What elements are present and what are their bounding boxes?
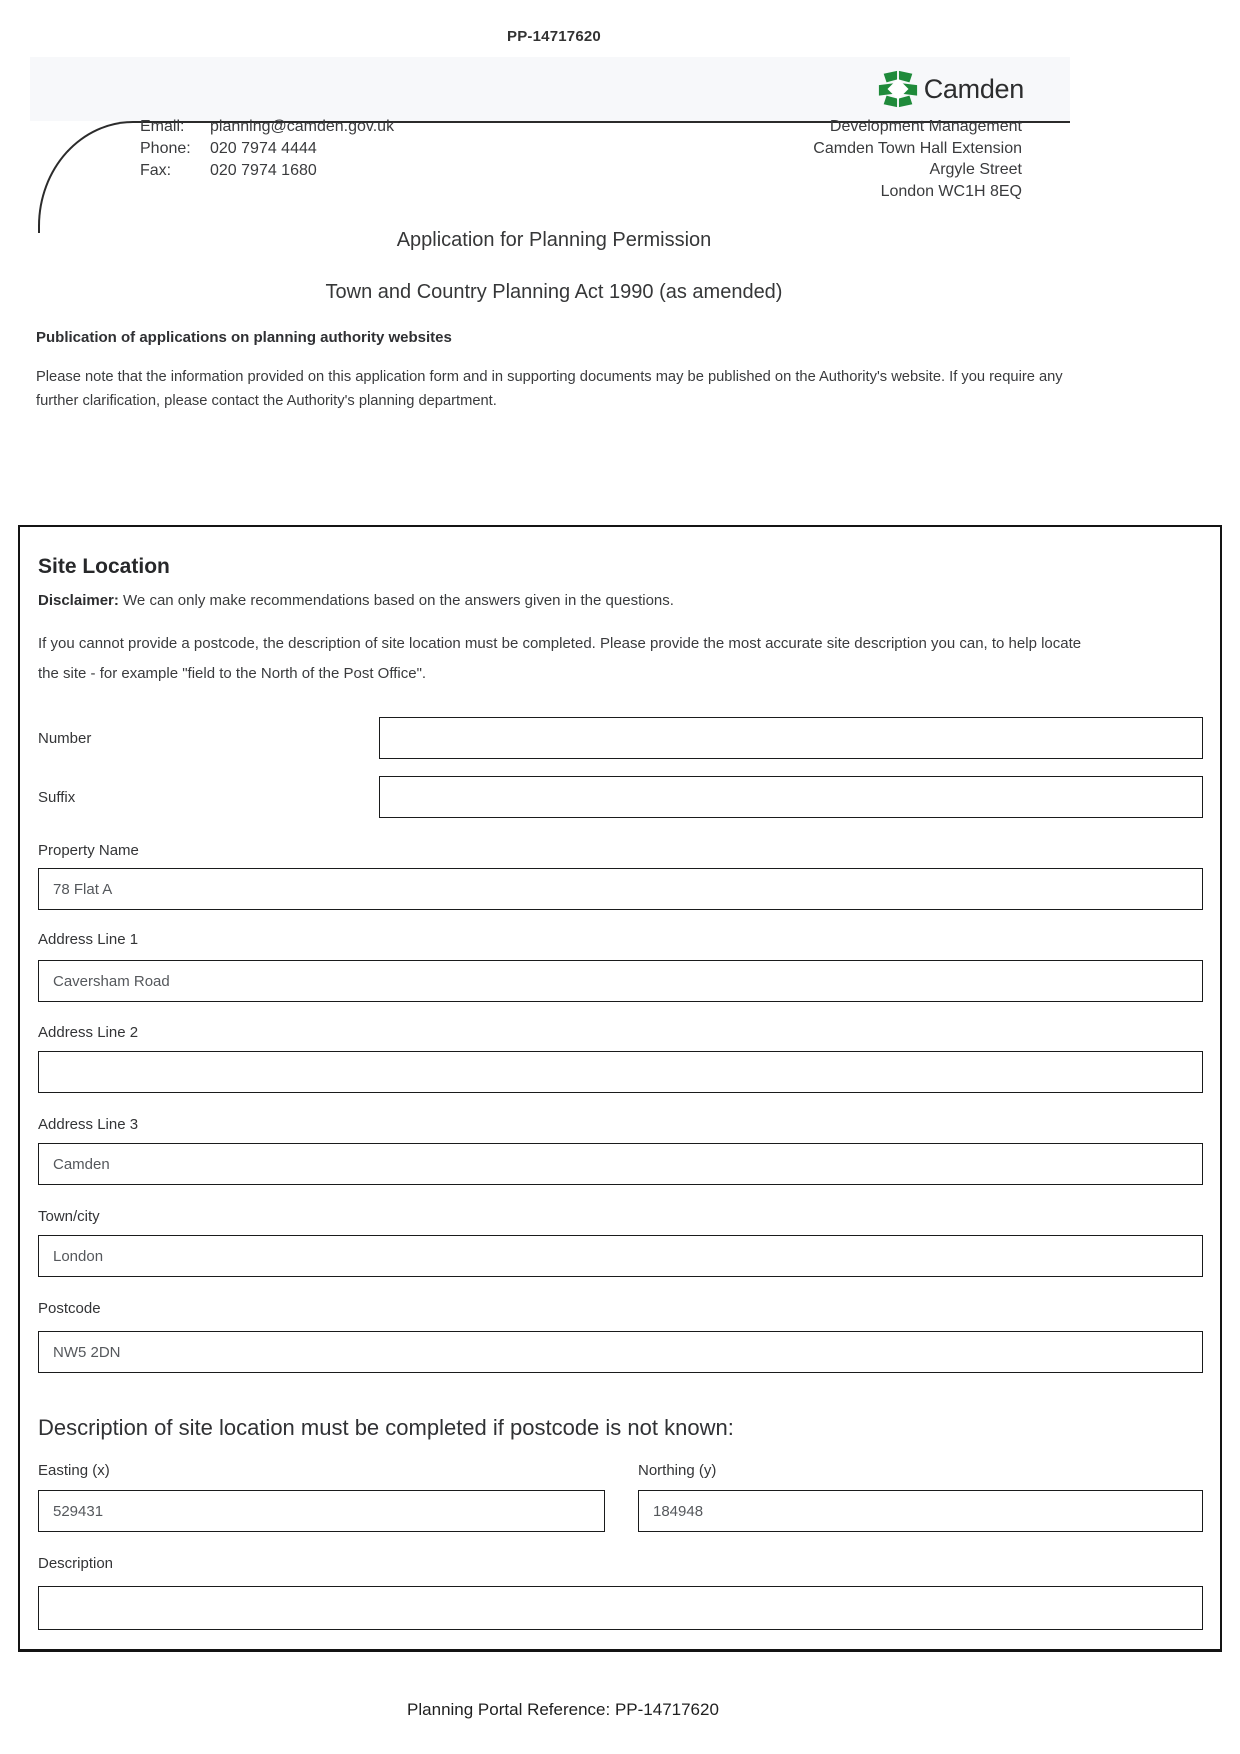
site-location-section xyxy=(18,525,1222,1652)
form-title: Application for Planning Permission xyxy=(396,229,712,251)
town-city-label: Town/city xyxy=(38,1208,100,1225)
suffix-input[interactable] xyxy=(379,776,1203,818)
easting-northing-inputs xyxy=(38,1490,1203,1532)
disclaimer-label: Disclaimer: xyxy=(38,592,119,609)
form-subtitle-act: Town and Country Planning Act 1990 (as amended) xyxy=(325,281,783,303)
town-city-input[interactable] xyxy=(38,1235,1203,1277)
contact-phone-row xyxy=(140,138,394,160)
address-line: Development Management xyxy=(829,118,1022,135)
phone-label: Phone: xyxy=(140,140,191,157)
planning-portal-reference: Planning Portal Reference: PP-14717620 xyxy=(407,1700,719,1719)
field-description xyxy=(38,1555,1203,1630)
easting-label: Easting (x) xyxy=(38,1462,110,1479)
header-band xyxy=(30,57,1070,121)
number-label: Number xyxy=(38,729,92,747)
email-value: planning@camden.gov.uk xyxy=(210,118,395,135)
field-property-name xyxy=(38,842,1203,910)
authority-address-block xyxy=(600,116,1022,202)
address-line-2-label: Address Line 2 xyxy=(38,1024,139,1041)
address-line-1-input[interactable] xyxy=(38,960,1203,1002)
postcode-label: Postcode xyxy=(38,1300,101,1317)
site-location-heading: Site Location xyxy=(38,555,170,578)
email-label: Email: xyxy=(140,118,185,135)
address-line: Argyle Street xyxy=(929,161,1022,178)
address-line: Camden Town Hall Extension xyxy=(813,139,1022,157)
northing-label: Northing (y) xyxy=(638,1462,717,1479)
postcode-input[interactable] xyxy=(38,1331,1203,1373)
field-postcode xyxy=(38,1300,1203,1373)
field-town-city xyxy=(38,1208,1203,1277)
contact-fax-row xyxy=(140,160,394,182)
field-address-line-3 xyxy=(38,1116,1203,1185)
suffix-label: Suffix xyxy=(38,788,76,806)
property-name-label: Property Name xyxy=(38,842,139,859)
camden-logo xyxy=(875,68,1024,110)
easting-input[interactable] xyxy=(38,1490,605,1532)
description-label: Description xyxy=(38,1555,114,1572)
application-reference: PP-14717620 xyxy=(507,28,601,45)
site-location-intro: If you cannot provide a postcode, the description of site location must be completed. Please provide the most accurate site description you can, to help locate the site - for example "field to the North of the Post Office". xyxy=(38,635,1082,682)
publication-heading: Publication of applications on planning authority websites xyxy=(36,329,452,346)
description-requirement-heading: Description of site location must be completed if postcode is not known: xyxy=(38,1415,734,1440)
camden-logo-text: Camden xyxy=(923,73,1024,104)
field-address-line-1 xyxy=(38,931,1203,1002)
address-line: London WC1H 8EQ xyxy=(880,182,1022,200)
easting-northing-labels xyxy=(38,1462,1203,1479)
address-line-2-input[interactable] xyxy=(38,1051,1203,1093)
disclaimer-body: We can only make recommendations based on the answers given in the questions. xyxy=(123,592,674,609)
contact-email-row xyxy=(140,116,394,138)
property-name-input[interactable] xyxy=(38,868,1203,910)
phone-value: 020 7974 4444 xyxy=(210,140,317,157)
address-line-3-label: Address Line 3 xyxy=(38,1116,139,1133)
northing-input[interactable] xyxy=(638,1490,1203,1532)
fax-value: 020 7974 1680 xyxy=(210,162,317,179)
field-row-suffix xyxy=(38,776,1203,818)
camden-council-emblem-icon xyxy=(875,68,921,110)
description-input[interactable] xyxy=(38,1586,1203,1630)
fax-label: Fax: xyxy=(140,162,172,179)
field-address-line-2 xyxy=(38,1024,1203,1093)
publication-body: Please note that the information provided on this application form and in supporting documents may be published on the Authority's website. If you require any further clarification, please contact the Authority's planning department. xyxy=(36,369,1063,409)
contact-block xyxy=(140,116,394,182)
address-line-1-label: Address Line 1 xyxy=(38,931,139,948)
disclaimer-text xyxy=(38,592,1203,609)
number-input[interactable] xyxy=(379,717,1203,759)
field-row-number xyxy=(38,717,1203,759)
address-line-3-input[interactable] xyxy=(38,1143,1203,1185)
